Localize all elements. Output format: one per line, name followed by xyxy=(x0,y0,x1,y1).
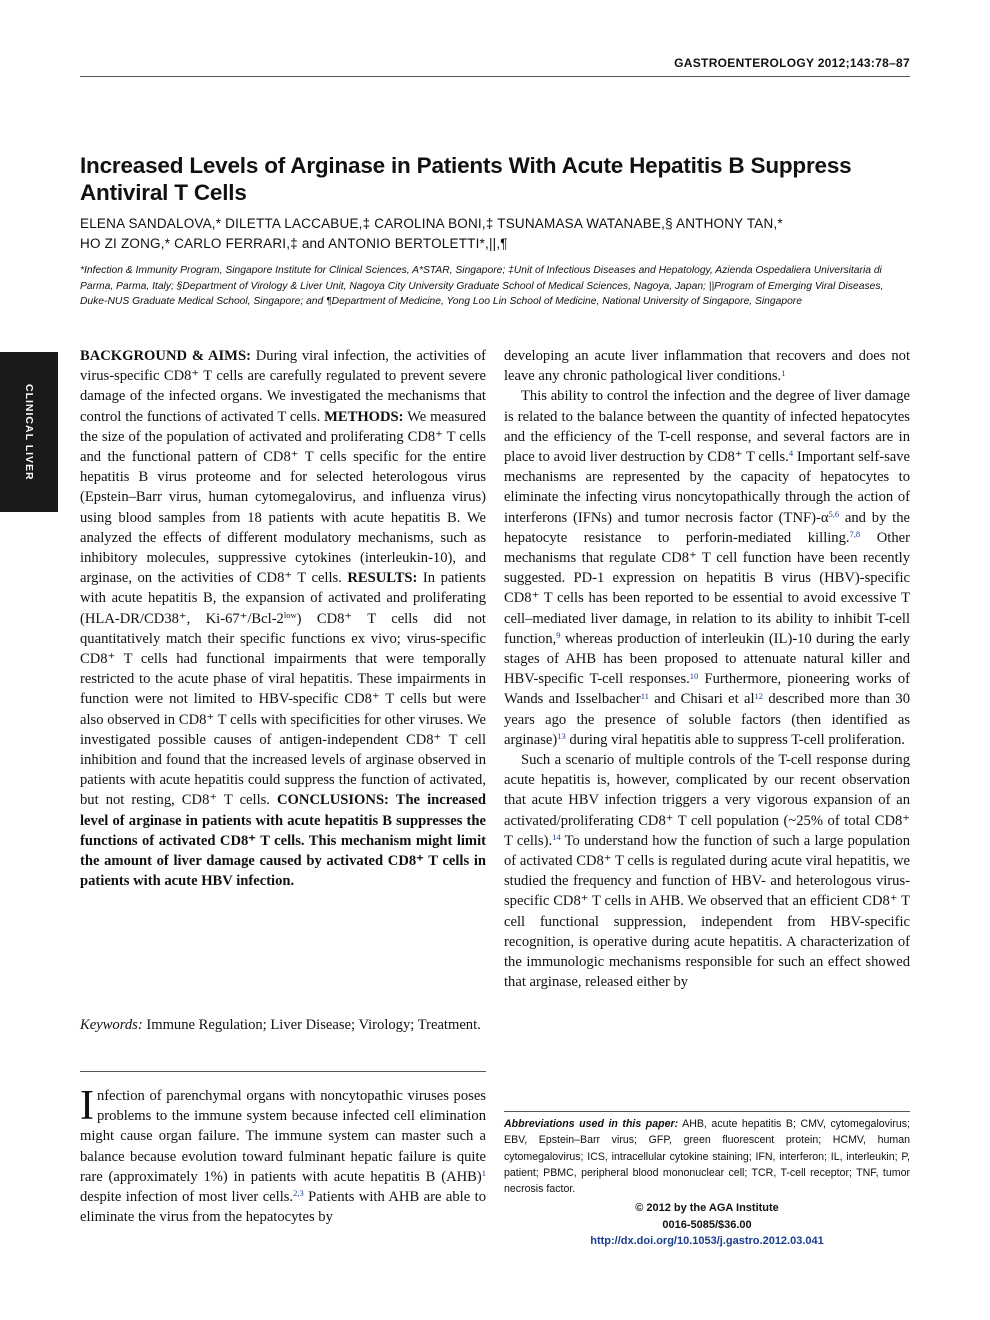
abbreviations-divider xyxy=(504,1111,910,1112)
abstract-results-text-cont: ) CD8⁺ T cells did not quantitatively match their specific functions ex vivo; virus-specific CD8⁺ T cells had functional impairments that were temporally restricted to the acute phase of viral hepatitis. These impairments in function were not limited to HBV-specific CD8⁺ T cells but were also observed in CD8⁺ T cells with specificities for other viruses. We investigated possible causes of antigen-independent CD8⁺ T cell inhibition and found that the increased levels of arginase observed in patients with acute hepatitis could suppress the function of activated, but not resting, CD8⁺ T cells. xyxy=(80,610,486,809)
abbreviations-text: AHB, acute hepatitis B; CMV, cytomegalovirus; EBV, Epstein–Barr virus; GFP, green fluorescent protein; HCMV, human cytomegalovirus; ICS, intracellular cytokine staining; IFN, interferon; IL, interleukin; P, patient; PBMC, peripheral blood mononuclear cell; TCR, T-cell receptor; TNF, tumor necrosis factor. xyxy=(504,1118,910,1196)
author-line-2: HO ZI ZONG,* CARLO FERRARI,‡ and ANTONIO BERTOLETTI*,||,¶ xyxy=(80,236,508,251)
body-text: This ability to control the infection and the degree of liver damage is related to the balance between the quantity of infected hepatocytes and the efficiency of the T-cell response, and several factors are in place to avoid liver destruction by CD8⁺ T cells. xyxy=(504,388,910,466)
body-text: Important self-save mechanisms are represented by the capacity of hepatocytes to eliminate the infecting virus noncytopathically through the action of interferons (IFNs) and tumor necrosis factor (TNF)-α xyxy=(504,449,910,526)
abstract-conclusions-text: The increased level of arginase in patients with acute hepatitis B suppresses the functions of activated CD8⁺ T cells. This mechanism might limit the amount of liver damage caused by activated CD8⁺ T cells in patients with acute HBV infection. xyxy=(80,792,486,890)
article-title: Increased Levels of Arginase in Patients With Acute Hepatitis B Suppress Antiviral T Cells xyxy=(80,153,852,205)
keywords-text: Immune Regulation; Liver Disease; Virology; Treatment. xyxy=(142,1017,481,1033)
body-text: described more than 30 years ago the presence of soluble factors (then identified as arginase) xyxy=(504,691,910,748)
body-paragraph-2 xyxy=(504,386,910,750)
citation-link[interactable]: 14 xyxy=(552,832,561,843)
citation-link[interactable]: 1 xyxy=(481,1168,486,1179)
body-paragraph-1 xyxy=(504,346,910,386)
body-text: Furthermore, pioneering works of Wands and Isselbacher xyxy=(504,671,910,708)
affiliations: *Infection & Immunity Program, Singapore Institute for Clinical Sciences, A*STAR, Singapore; ‡Unit of Infectious Diseases and Hepatology, Azienda Ospedaliera Universitaria di Parma, Parma, Italy; §Department of Virology & Liver Unit, Nagoya City University Graduate School of Medical Sciences, Nagoya, Japan; ||Program of Emerging Viral Diseases, Duke-NUS Graduate Medical School, Singapore; and ¶Department of Medicine, Yong Loo Lin School of Medicine, National University of Singapore, Singapore xyxy=(80,265,884,307)
intro-text: despite infection of most liver cells. xyxy=(80,1189,294,1206)
abbreviations-label: Abbreviations used in this paper: xyxy=(504,1118,679,1130)
abstract-background-text: During viral infection, the activities of virus-specific CD8⁺ T cells are carefully regulated to prevent severe damage of the infected organs. We investigated the mechanisms that control the functions of activated T cells. xyxy=(80,348,486,425)
citation-link[interactable]: 11 xyxy=(640,690,649,701)
copyright-line: © 2012 by the AGA Institute xyxy=(635,1202,779,1214)
abbreviations xyxy=(504,1116,910,1197)
citation-link[interactable]: 7,8 xyxy=(849,529,861,540)
issn-line: 0016-5085/$36.00 xyxy=(662,1218,752,1231)
doi-link[interactable]: http://dx.doi.org/10.1053/j.gastro.2012.03.041 xyxy=(590,1235,824,1247)
abstract-results-text: In patients with acute hepatitis B, the expansion of activated and proliferating (HLA-DR/CD38⁺, Ki-67⁺/Bcl-2 xyxy=(80,570,486,627)
body-text: Other mechanisms that regulate CD8⁺ T cell function have been recently suggested. PD-1 expression on hepatitis B virus (HBV)-specific CD8⁺ T cells has been reported to be essential to avoid excessive T cell–mediated liver damage, in relation to its ability to inhibit T-cell function, xyxy=(504,529,910,647)
body-text: and by the hepatocyte resistance to perforin-mediated killing. xyxy=(504,509,910,546)
intro-text: Patients with AHB are able to eliminate the virus from the hepatocytes by xyxy=(80,1189,487,1226)
header-rule xyxy=(80,76,910,77)
intro-text: nfection of parenchymal organs with noncytopathic viruses poses problems to the immune system because infected cell elimination might cause organ failure. The immune system can master such a balance because evolution toward fulminant hepatic failure is quite rare (approximately 1%) in patients with acute hepatitis B (AHB) xyxy=(80,1088,486,1185)
citation-link[interactable]: 4 xyxy=(788,448,794,459)
citation-link[interactable]: 9 xyxy=(556,630,561,641)
abstract xyxy=(80,346,486,891)
body-text: Such a scenario of multiple controls of the T-cell response during acute hepatitis is, however, complicated by our recent observation that acute HBV infection triggers a very vigorous expansion of an activated/proliferating CD8⁺ T cell population (~25% of total CD8⁺ T cells). xyxy=(504,752,910,849)
keywords xyxy=(80,1015,486,1035)
section-side-tab xyxy=(0,352,58,512)
body-text: whereas production of interleukin (IL)-10 during the early stages of AHB has been proposed to attenuate natural killer and HBV-specific T-cell responses. xyxy=(504,630,910,688)
abstract-conclusions-label: CONCLUSIONS: xyxy=(277,792,389,809)
body-text: and Chisari et al xyxy=(648,691,755,708)
citation-link[interactable]: 5,6 xyxy=(828,508,840,519)
side-tab-label: CLINICAL LIVER xyxy=(23,383,35,481)
citation-link[interactable]: 12 xyxy=(754,690,764,701)
body-text: during viral hepatitis able to suppress T-cell proliferation. xyxy=(565,731,905,748)
body-text: developing an acute liver inflammation that recovers and does not leave any chronic pathological liver conditions. xyxy=(504,348,910,385)
abstract-results-superscript: low xyxy=(283,609,297,620)
introduction xyxy=(80,1083,487,1227)
citation-link[interactable]: 2,3 xyxy=(293,1188,304,1199)
author-line-1: ELENA SANDALOVA,* DILETTA LACCABUE,‡ CAROLINA BONI,‡ TSUNAMASA WATANABE,§ ANTHONY TAN,* xyxy=(80,216,783,231)
journal-reference: GASTROENTEROLOGY 2012;143:78–87 xyxy=(674,56,910,70)
abstract-methods-label: METHODS: xyxy=(324,408,404,425)
body-text: To understand how the function of such a large population of activated CD8⁺ T cells is regulated during acute viral hepatitis, we studied the frequency and function of HBV- and heterologous virus-specific CD8⁺ T cells in AHB. We observed that an efficient CD8⁺ T cell functional suppression, independent from HBV-specific recognition, is operative during acute hepatitis. A characterization of the immunologic mechanisms responsible for such an effect showed that arginase, released either by xyxy=(504,832,910,991)
keywords-label: Keywords: xyxy=(80,1017,143,1033)
body-right-column xyxy=(504,346,910,993)
citation-link[interactable]: 13 xyxy=(557,731,566,742)
citation-link[interactable]: 1 xyxy=(781,367,786,378)
citation-link[interactable]: 10 xyxy=(689,670,699,681)
author-list xyxy=(80,214,920,254)
drop-cap: I xyxy=(80,1083,94,1129)
abstract-divider xyxy=(80,1071,486,1072)
publication-footer xyxy=(504,1200,910,1250)
abstract-background-label: BACKGROUND & AIMS: xyxy=(80,348,251,364)
body-paragraph-3 xyxy=(504,750,910,992)
abstract-results-label: RESULTS: xyxy=(347,570,418,587)
abstract-methods-text: We measured the size of the population of activated and proliferating CD8⁺ T cells and the functional pattern of CD8⁺ T cells specific for the entire hepatitis B virus proteome and for selected heterologous virus (Epstein–Barr virus, human cytomegalovirus, and influenza virus) using blood samples from 18 patients with acute hepatitis B. We analyzed the effects of different modulatory mechanisms, such as inhibitory molecules, suppressive cytokines (interleukin-10), and arginase, on the activities of CD8⁺ T cells. xyxy=(80,408,486,587)
